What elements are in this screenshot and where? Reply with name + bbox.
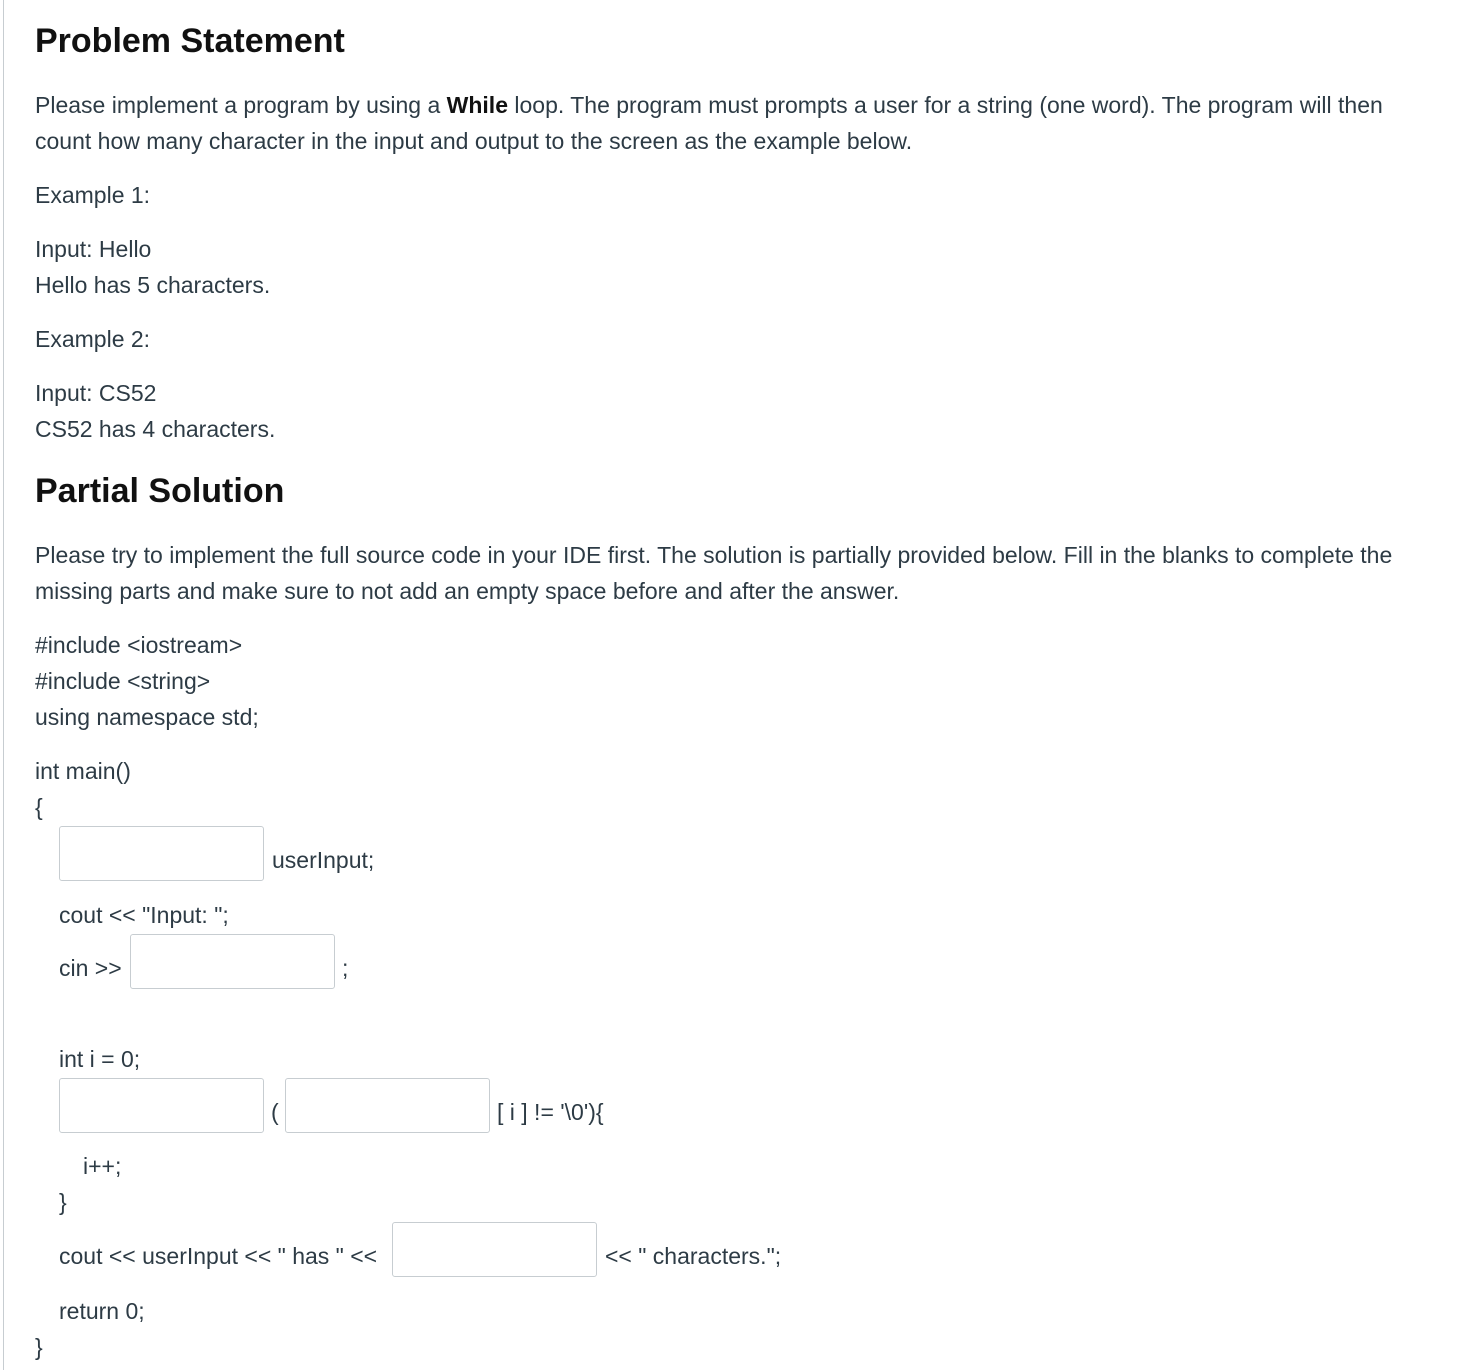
code-cout-suffix: << " characters."; [605, 1243, 782, 1269]
code-using-namespace: using namespace std; [35, 704, 259, 730]
example2-input: Input: CS52 [35, 380, 157, 406]
code-close-loop: } [59, 1189, 67, 1215]
solution-heading: Partial Solution [35, 472, 285, 510]
code-increment: i++; [83, 1153, 122, 1179]
code-cin-suffix: ; [342, 955, 349, 981]
intro-bold-while: While [446, 92, 508, 118]
code-cout-prefix: cout << userInput << " has " << [59, 1243, 378, 1269]
code-main-signature: int main() [35, 758, 131, 784]
code-open-brace: { [35, 794, 43, 820]
code-include-iostream: #include <iostream> [35, 632, 243, 658]
code-int-i: int i = 0; [59, 1046, 141, 1072]
code-cin-prefix: cin >> [59, 955, 122, 981]
code-declaration-suffix: userInput; [272, 847, 375, 873]
problem-heading: Problem Statement [35, 22, 345, 60]
blank-1-type-input[interactable] [59, 826, 264, 881]
code-include-string: #include <string> [35, 668, 211, 694]
blank-3-loop-keyword-input[interactable] [59, 1078, 264, 1133]
example2-label: Example 2: [35, 326, 151, 352]
code-open-paren: ( [271, 1099, 279, 1125]
code-cout-input: cout << "Input: "; [59, 902, 229, 928]
problem-intro [35, 87, 1435, 159]
example2-output: CS52 has 4 characters. [35, 416, 276, 442]
example1-output: Hello has 5 characters. [35, 272, 271, 298]
code-close-brace: } [35, 1334, 43, 1360]
solution-instructions: Please try to implement the full source code in your IDE first. The solution is partially provided below. Fill in the blanks to complete the missing parts and make sure to not add an empty space before and after the answer. [35, 542, 1393, 604]
blank-2-cin-variable-input[interactable] [130, 934, 335, 989]
intro-text-after: loop. The program must prompts a user for a string (one word). The program will then count how many character in the input and output to the screen as the example below. [35, 92, 1383, 154]
example1-input: Input: Hello [35, 236, 152, 262]
intro-text-before: Please implement a program by using a [35, 92, 447, 118]
code-return: return 0; [59, 1298, 145, 1324]
blank-5-count-input[interactable] [392, 1222, 597, 1277]
example1-label: Example 1: [35, 182, 151, 208]
blank-4-loop-variable-input[interactable] [285, 1078, 490, 1133]
code-loop-condition-suffix: [ i ] != '\0'){ [497, 1099, 604, 1125]
content-left-border [3, 0, 4, 1370]
